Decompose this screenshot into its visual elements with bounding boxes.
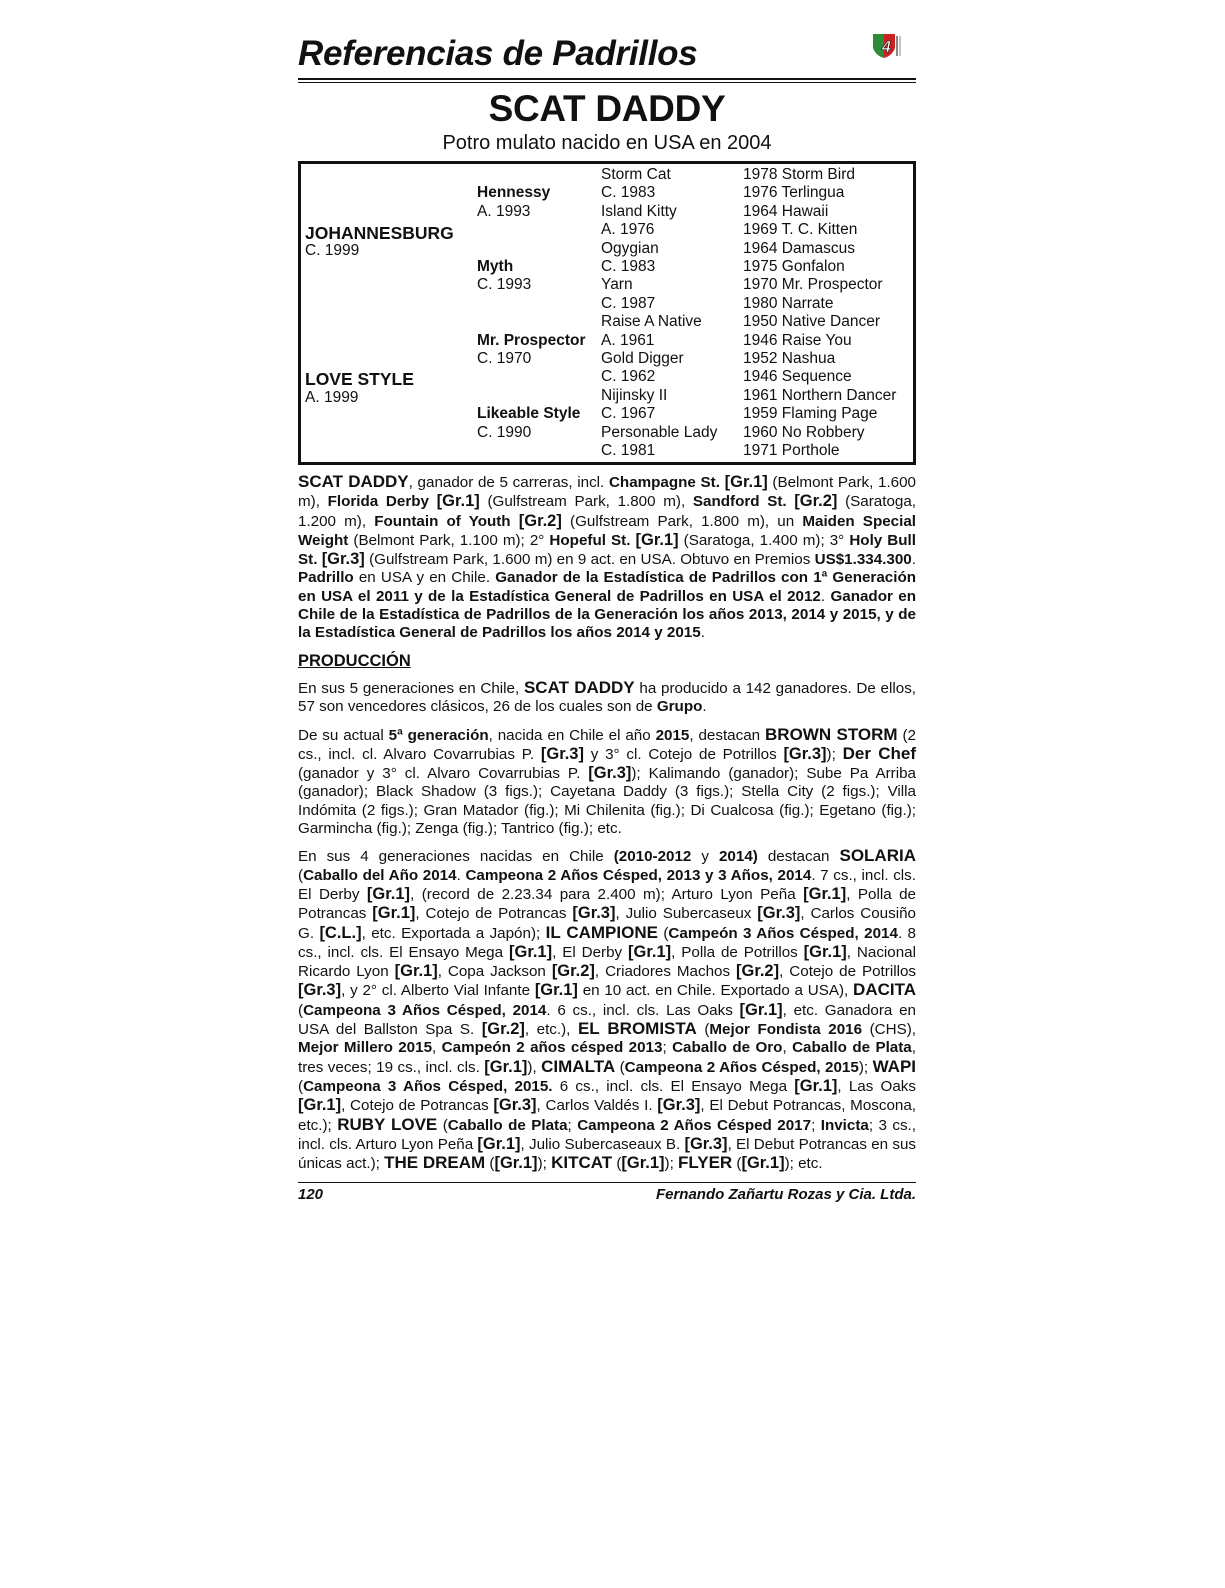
- body-text: [298, 473, 916, 1173]
- text-run: , Criadores Machos: [594, 963, 736, 981]
- text-run: THE DREAM: [384, 1153, 486, 1173]
- header-rule: [298, 82, 916, 83]
- text-run: Campeona 2 Años Césped 2017: [577, 1116, 812, 1134]
- pedigree-cell: Island Kitty: [601, 202, 677, 220]
- pedigree-cell: Ogygian: [601, 239, 659, 257]
- text-run: (: [298, 866, 304, 884]
- text-run: Padrillo: [298, 569, 354, 587]
- text-run: [Gr.2]: [794, 492, 838, 511]
- pedigree-cell: 1946 Sequence: [743, 368, 852, 386]
- text-run: (: [298, 1077, 304, 1095]
- page-header: [298, 28, 916, 80]
- page-footer: [298, 1182, 916, 1207]
- text-run: ,: [782, 1039, 793, 1057]
- logo-icon: [870, 30, 904, 62]
- text-run: .: [911, 551, 916, 569]
- text-run: , Julio Subercaseaux B.: [520, 1135, 685, 1153]
- pedigree-cell: C. 1962: [601, 368, 656, 386]
- pedigree-cell: Storm Cat: [601, 166, 671, 183]
- text-run: [Gr.2]: [481, 1020, 525, 1039]
- text-run: (Saratoga, 1.400 m); 3°: [678, 531, 850, 549]
- text-run: 6 cs., incl. cls. El Ensayo Mega: [552, 1077, 795, 1095]
- text-run: 2014): [718, 848, 758, 866]
- pedigree-cell: C. 1990: [477, 423, 532, 441]
- pedigree-cell: C. 1983: [601, 184, 656, 202]
- text-run: ;: [811, 1116, 821, 1134]
- text-run: (CHS),: [862, 1021, 917, 1039]
- publisher-name: Fernando Zañartu Rozas y Cia. Ltda.: [655, 1186, 916, 1204]
- page-title: Referencias de Padrillos: [298, 34, 698, 73]
- text-run: ; 3 cs., incl. cls. Arturo Lyon Peña: [298, 1116, 916, 1153]
- text-run: Caballo de Plata: [792, 1039, 912, 1057]
- text-run: Maiden Special Weight: [298, 512, 916, 549]
- text-run: [Gr.3]: [684, 1134, 728, 1153]
- career-summary-paragraph: [298, 473, 916, 643]
- text-run: , ganador de 5 carreras, incl.: [408, 474, 609, 491]
- text-run: .: [456, 866, 466, 884]
- text-run: Ganador en Chile de la Estadística de Padrillos de la Generación los años 2013, 2014 y 2015, y de la Estadística General de Padrillos los años 2014 y 2015: [298, 587, 916, 642]
- text-run: , El Debut Potrancas, Moscona, etc.);: [298, 1097, 917, 1134]
- text-run: RUBY LOVE: [337, 1114, 438, 1134]
- text-run: Mejor Fondista 2016: [709, 1021, 863, 1039]
- text-run: [Gr.3]: [493, 1096, 537, 1115]
- pedigree-cell: 1964 Hawaii: [743, 202, 829, 220]
- text-run: Campeona 3 Años Césped, 2015.: [303, 1077, 553, 1095]
- pedigree-cell: C. 1987: [601, 294, 656, 312]
- text-run: Mejor Millero 2015: [298, 1039, 433, 1057]
- text-run: , etc.),: [524, 1021, 578, 1039]
- text-run: y 3° cl. Cotejo de Potrillos: [583, 745, 784, 763]
- text-run: (Gulfstream Park, 1.800 m), un: [561, 512, 803, 530]
- text-run: SCAT DADDY: [523, 677, 635, 697]
- text-run: , Carlos Valdés I.: [536, 1097, 658, 1115]
- text-run: [Gr.1]: [366, 884, 411, 903]
- pedigree-cell: 1970 Mr. Prospector: [743, 276, 883, 294]
- text-run: KITCAT: [551, 1153, 613, 1173]
- pedigree-cell: 1978 Storm Bird: [743, 166, 855, 183]
- text-run: [Gr.1]: [484, 1057, 528, 1076]
- text-run: De su actual: [298, 726, 389, 744]
- text-run: [Gr.1]: [741, 1154, 785, 1173]
- text-run: (Saratoga, 1.200 m),: [298, 493, 917, 530]
- pedigree-cell: Mr. Prospector: [477, 331, 586, 349]
- horse-name: SCAT DADDY: [488, 88, 726, 129]
- text-run: (: [615, 1058, 625, 1076]
- text-run: [Gr.1]: [508, 942, 553, 961]
- text-run: );: [826, 745, 843, 763]
- text-run: [Gr.3]: [572, 904, 616, 923]
- text-run: En sus 4 generaciones nacidas en Chile: [298, 848, 614, 866]
- text-run: .: [700, 624, 705, 642]
- text-run: , (record de 2.23.34 para 2.400 m); Arturo Lyon Peña: [410, 885, 804, 903]
- text-run: , Cotejo de Potrancas: [341, 1097, 494, 1115]
- text-run: [Gr.1]: [477, 1134, 521, 1153]
- text-run: (: [612, 1155, 622, 1173]
- production-summary-paragraph: [298, 679, 916, 717]
- text-run: Caballo del Año 2014: [303, 866, 457, 884]
- text-run: , El Debut Potrancas en sus únicas act.);: [298, 1135, 916, 1173]
- text-run: [Gr.1]: [739, 1000, 783, 1019]
- pedigree-cell: Hennessy: [477, 184, 551, 202]
- pedigree-cell: 1961 Northern Dancer: [743, 386, 897, 404]
- text-run: [Gr.1]: [436, 492, 480, 511]
- pedigree-cell: Raise A Native: [601, 313, 702, 331]
- previous-generations-paragraph: [298, 847, 916, 1173]
- text-run: CIMALTA: [541, 1056, 616, 1076]
- page-number: 120: [298, 1186, 324, 1204]
- text-run: [Gr.3]: [657, 1096, 701, 1115]
- text-run: SOLARIA: [839, 846, 916, 866]
- text-run: (Belmont Park, 1.100 m); 2°: [348, 531, 550, 549]
- text-run: .: [702, 698, 707, 716]
- text-run: [Gr.3]: [298, 981, 342, 1000]
- text-run: Campeona 2 Años Césped, 2015: [624, 1058, 859, 1076]
- pedigree-cell: C. 1970: [477, 350, 532, 367]
- text-run: WAPI: [872, 1056, 917, 1076]
- text-run: [Gr.2]: [736, 962, 780, 981]
- pedigree-cell: 1959 Flaming Page: [743, 405, 878, 423]
- text-run: , Copa Jackson: [437, 963, 552, 981]
- text-run: (Gulfstream Park, 1.600 m) en 9 act. en USA. Obtuvo en Premios: [364, 551, 815, 569]
- text-run: Der Chef: [842, 743, 916, 763]
- text-run: (: [437, 1116, 448, 1134]
- text-run: en 10 act. en Chile. Exportado a USA),: [577, 982, 854, 1000]
- pedigree-cell: Myth: [477, 258, 514, 275]
- text-run: Campeona 3 Años Césped, 2014: [303, 1001, 547, 1019]
- text-run: , Carlos Cousiño G.: [298, 905, 916, 942]
- text-run: EL BROMISTA: [577, 1019, 697, 1039]
- text-run: [Gr.1]: [372, 904, 416, 923]
- pedigree-cell: 1980 Narrate: [743, 294, 834, 312]
- text-run: 5ª generación: [388, 726, 489, 744]
- document-page: [298, 28, 916, 1207]
- pedigree-cell: C. 1981: [601, 442, 656, 459]
- pedigree-cell: Likeable Style: [477, 405, 581, 423]
- section-heading-produccion: PRODUCCIÓN: [298, 651, 411, 670]
- text-run: Caballo de Oro: [672, 1039, 783, 1057]
- pedigree-cell: Gold Digger: [601, 350, 684, 367]
- pedigree-table: [298, 161, 916, 465]
- text-run: , Las Oaks: [837, 1077, 916, 1095]
- text-run: );: [664, 1155, 679, 1173]
- pedigree-cell: 1952 Nashua: [743, 350, 836, 367]
- text-run: .: [820, 587, 831, 605]
- text-run: [Gr.3]: [321, 550, 365, 569]
- text-run: (Gulfstream Park, 1.800 m),: [479, 493, 693, 511]
- text-run: [C.L.]: [319, 923, 362, 942]
- text-run: y: [691, 848, 719, 866]
- text-run: , Nacional Ricardo Lyon: [298, 943, 916, 981]
- text-run: [Gr.2]: [518, 511, 562, 530]
- text-run: (: [298, 1001, 304, 1019]
- pedigree-cell: Nijinsky II: [601, 386, 668, 404]
- text-run: [Gr.1]: [803, 884, 847, 903]
- text-run: ha producido a 142 ganadores. De ellos, 57 son vencedores clásicos, 26 de los cuales son de: [298, 679, 917, 716]
- horse-subtitle: Potro mulato nacido en USA en 2004: [442, 132, 772, 154]
- text-run: , y 2° cl. Alberto Vial Infante: [341, 982, 535, 1000]
- pedigree-cell: C. 1999: [305, 242, 360, 260]
- text-run: [Gr.3]: [540, 744, 584, 763]
- text-run: Campeona 2 Años Césped, 2013 y 3 Años, 2014: [465, 866, 812, 884]
- text-run: . 8 cs., incl. cls. El Ensayo Mega: [298, 924, 917, 961]
- text-run: US$1.334.300: [814, 551, 912, 569]
- text-run: ); etc.: [784, 1155, 823, 1173]
- pedigree-cell: 1971 Porthole: [743, 442, 840, 459]
- text-run: Sandford St.: [692, 493, 795, 511]
- text-run: [Gr.2]: [551, 962, 595, 981]
- pedigree-cell: A. 1976: [601, 221, 655, 239]
- pedigree-cell: C. 1967: [601, 405, 656, 423]
- pedigree-cell: C. 1993: [477, 276, 532, 294]
- text-run: , etc. Exportada a Japón);: [361, 924, 546, 942]
- text-run: );: [858, 1058, 873, 1076]
- text-run: Grupo: [656, 698, 703, 716]
- text-run: Campeón 3 Años Césped, 2014: [668, 924, 898, 942]
- text-run: Fountain of Youth: [374, 512, 519, 530]
- text-run: , Polla de Potrillos: [671, 943, 804, 961]
- text-run: Caballo de Plata: [447, 1116, 568, 1134]
- text-run: (: [657, 924, 669, 942]
- fifth-generation-paragraph: [298, 726, 916, 839]
- text-run: [Gr.1]: [298, 1096, 342, 1115]
- text-run: . 6 cs., incl. cls. Las Oaks: [546, 1001, 740, 1019]
- text-run: Champagne St.: [608, 474, 725, 491]
- pedigree-cell: C. 1983: [601, 258, 656, 275]
- text-run: , etc. Ganadora en USA del Ballston Spa S.: [298, 1001, 916, 1039]
- text-run: ,: [432, 1039, 442, 1057]
- text-run: [Gr.1]: [635, 530, 679, 549]
- text-run: destacan: [757, 848, 840, 866]
- text-run: ),: [527, 1058, 542, 1076]
- pedigree-cell: Personable Lady: [601, 423, 718, 441]
- text-run: 2015: [655, 726, 690, 744]
- pedigree-cell: JOHANNESBURG: [305, 222, 454, 243]
- text-run: , nacida en Chile el año: [488, 726, 656, 744]
- text-run: [Gr.3]: [757, 904, 801, 923]
- text-run: (2010-2012: [613, 848, 692, 866]
- text-run: Hopeful St.: [549, 531, 636, 549]
- text-run: Florida Derby: [327, 493, 437, 511]
- pedigree-cell: 1950 Native Dancer: [743, 313, 880, 331]
- text-run: [Gr.3]: [588, 764, 632, 783]
- text-run: [Gr.1]: [534, 981, 578, 1000]
- text-run: en USA y en Chile.: [353, 569, 496, 587]
- pedigree-cell: 1976 Terlingua: [743, 184, 845, 202]
- text-run: [Gr.1]: [803, 942, 847, 961]
- pedigree-cell: 1969 T. C. Kitten: [743, 221, 858, 239]
- text-run: [Gr.1]: [621, 1154, 665, 1173]
- text-run: Campeón 2 años césped 2013: [441, 1039, 663, 1057]
- text-run: . 7 cs., incl. cls. El Derby: [298, 866, 916, 903]
- pedigree-cell: A. 1993: [477, 202, 531, 220]
- text-run: [Gr.1]: [494, 1154, 538, 1173]
- text-run: IL CAMPIONE: [545, 922, 658, 942]
- pedigree-cell: LOVE STYLE: [305, 369, 414, 390]
- text-run: (: [485, 1155, 495, 1173]
- text-run: [Gr.3]: [783, 744, 827, 763]
- svg-text:4: 4: [882, 39, 891, 56]
- text-run: , El Derby: [552, 943, 629, 961]
- text-run: SCAT DADDY: [298, 472, 409, 491]
- text-run: DACITA: [853, 980, 916, 1000]
- text-run: [Gr.1]: [794, 1076, 838, 1095]
- pedigree-cell: 1946 Raise You: [743, 331, 852, 349]
- text-run: ;: [567, 1116, 578, 1134]
- pedigree-cell: A. 1999: [305, 388, 359, 406]
- text-run: (Belmont Park, 1.600 m),: [298, 474, 917, 511]
- pedigree-cell: 1975 Gonfalon: [743, 258, 845, 275]
- text-run: (: [696, 1021, 710, 1039]
- text-run: , tres veces; 19 cs., incl. cls.: [298, 1039, 916, 1076]
- text-run: (ganador y 3° cl. Alvaro Covarrubias P.: [298, 765, 589, 783]
- text-run: BROWN STORM: [765, 724, 898, 744]
- text-run: , Cotejo de Potrancas: [415, 905, 573, 923]
- text-run: Holy Bull St.: [298, 531, 916, 569]
- pedigree-cell: 1964 Damascus: [743, 239, 856, 257]
- pedigree-cell: 1960 No Robbery: [743, 423, 865, 441]
- text-run: [Gr.1]: [724, 473, 768, 491]
- text-run: );: [537, 1155, 552, 1173]
- text-run: , Cotejo de Potrillos: [779, 963, 916, 981]
- text-run: (2 cs., incl. cl. Alvaro Covarrubias P.: [298, 726, 916, 763]
- pedigree-cell: A. 1961: [601, 331, 655, 349]
- text-run: Invicta: [820, 1116, 869, 1134]
- text-run: ); Kalimando (ganador); Sube Pa Arriba (ganador); Black Shadow (3 figs.); Cayetana Daddy (3 figs.); Stella City (2 figs.); Villa Indómita (2 figs.); Gran Matador (fig.); Mi Chilenita (fig.); Di Cualcosa (fig.); Egetano (fig.); Garmincha (fig.); Zenga (fig.); Tantrico (fig.); etc.: [298, 765, 916, 838]
- text-run: (: [732, 1155, 742, 1173]
- pedigree-cell: Yarn: [601, 276, 633, 294]
- text-run: FLYER: [678, 1153, 733, 1173]
- text-run: [Gr.1]: [394, 962, 438, 981]
- text-run: , Julio Subercaseux: [615, 905, 758, 923]
- text-run: , destacan: [689, 726, 766, 744]
- text-run: [Gr.1]: [628, 942, 672, 961]
- text-run: Ganador de la Estadística de Padrillos con 1ª Generación en USA el 2011 y de la Estadística General de Padrillos en USA el 2012: [298, 569, 916, 605]
- text-run: ;: [662, 1039, 673, 1057]
- text-run: , Polla de Potrancas: [298, 885, 916, 923]
- text-run: En sus 5 generaciones en Chile,: [298, 679, 524, 697]
